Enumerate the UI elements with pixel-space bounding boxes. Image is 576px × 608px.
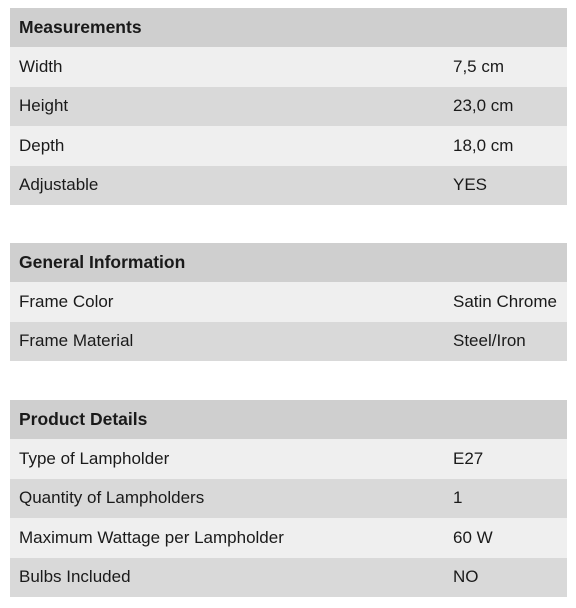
row-label: Type of Lampholder	[19, 449, 170, 469]
row-value: NO	[453, 567, 479, 587]
section-header	[10, 243, 567, 282]
table-row	[10, 322, 567, 361]
row-value: 7,5 cm	[453, 57, 505, 77]
row-label: Frame Material	[19, 331, 134, 351]
row-value: YES	[453, 175, 488, 195]
row-value: Steel/Iron	[453, 331, 526, 351]
section-title: Product Details	[19, 409, 148, 430]
table-row	[10, 479, 567, 518]
row-value: 18,0 cm	[453, 135, 514, 155]
general-information-table	[10, 243, 567, 361]
row-label: Quantity of Lampholders	[19, 488, 205, 508]
section-header	[10, 8, 567, 47]
table-row	[10, 518, 567, 557]
row-label: Adjustable	[19, 175, 99, 195]
table-row	[10, 47, 567, 86]
row-label: Frame Color	[19, 292, 114, 312]
row-value: E27	[453, 449, 484, 469]
table-row	[10, 87, 567, 126]
section-title: General Information	[19, 252, 186, 273]
row-value: 60 W	[453, 527, 493, 547]
row-label: Maximum Wattage per Lampholder	[19, 527, 284, 547]
row-label: Depth	[19, 135, 65, 155]
row-label: Bulbs Included	[19, 567, 131, 587]
measurements-table	[10, 8, 567, 205]
section-header	[10, 400, 567, 439]
table-row	[10, 282, 567, 321]
product-details-table	[10, 400, 567, 597]
section-title: Measurements	[19, 17, 142, 38]
row-value: 1	[453, 488, 463, 508]
row-value: Satin Chrome	[453, 292, 557, 312]
table-row	[10, 126, 567, 165]
table-row	[10, 439, 567, 478]
table-row	[10, 558, 567, 597]
row-label: Width	[19, 57, 63, 77]
table-row	[10, 166, 567, 205]
row-value: 23,0 cm	[453, 96, 514, 116]
row-label: Height	[19, 96, 69, 116]
